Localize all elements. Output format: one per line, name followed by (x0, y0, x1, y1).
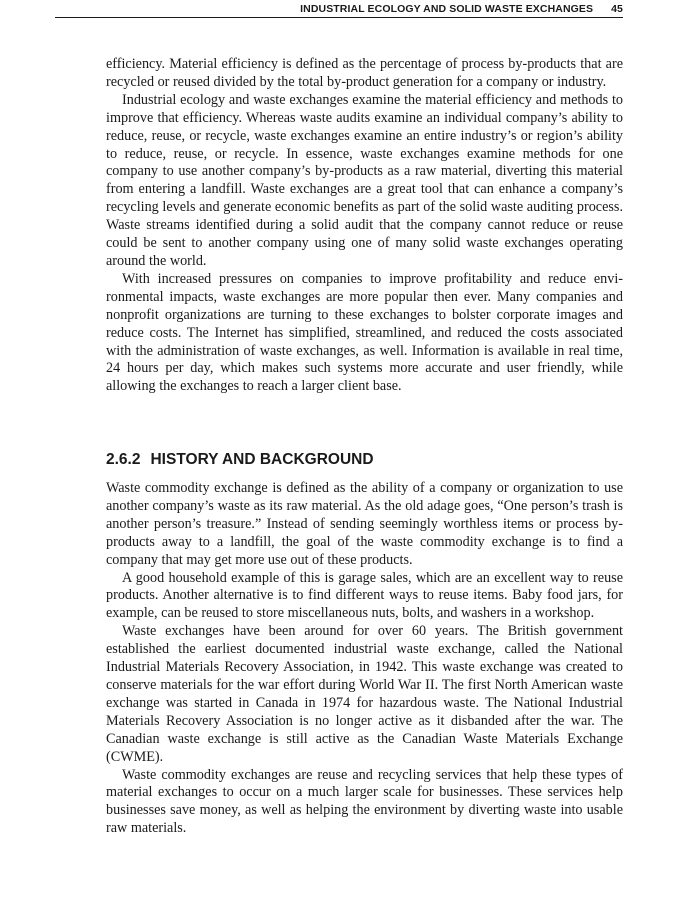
paragraph: Waste commodity exchange is defined as the ability of a company or organization to use another company’s waste as its raw material. As the old adage goes, “One person’s trash is another person’s treasure.” Instead of sending seemingly worthless items or process by-products away to a landfill, the goal of the waste commodity exchange is to find a company that may get more use out of these products. (106, 480, 623, 568)
section-heading (106, 450, 623, 470)
section-title: HISTORY AND BACKGROUND (150, 451, 374, 468)
section-number: 2.6.2 (106, 451, 141, 468)
paragraph: Waste commodity exchanges are reuse and recycling services that help these types of material exchanges to occur on a much larger scale for businesses. These services help businesses save money, as well as helping the environment by diverting waste into usable raw materials. (106, 766, 623, 837)
paragraph: efficiency. Material efficiency is defined as the percentage of process by-products that are recycled or reused divided by the total by-product generation for a company or industry. (106, 56, 623, 90)
paragraph: Industrial ecology and waste exchanges examine the material efficiency and methods to improve that efficiency. Whereas waste audits examine an individual company’s ability to reduce, reuse, or recycle, waste exchanges examine an entire industry’s or region’s ability to reduce, reuse, or recycle. In essence, waste exchanges examine methods for one company to use another company’s by-products as a raw material, diverting this material from entering a landfill. Waste exchanges are a great tool that can enhance a company’s recycling levels and generate economic benefits as part of the solid waste auditing process. Waste streams identified during a solid audit that the company cannot reduce or reuse could be sent to another company using one of many solid waste exchanges operating around the world. (106, 91, 623, 269)
paragraph: With increased pressures on companies to improve profitability and reduce environmental impacts, waste exchanges are more popular then ever. Many companies and nonprofit organizations are turning to these exchanges to bolster corporate images and reduce costs. The Internet has simplified, streamlined, and reduced the costs associated with the administration of waste exchanges, as well. Information is available in real time, 24 hours per day, which makes such systems more accurate and user friendly, while allowing the exchanges to reach a larger client base. (106, 270, 623, 395)
page-number: 45 (611, 3, 623, 15)
section-text-block (106, 480, 623, 838)
running-head-title: INDUSTRIAL ECOLOGY AND SOLID WASTE EXCHANGES (300, 3, 594, 15)
running-head (55, 2, 623, 18)
intro-text-block (106, 56, 623, 396)
paragraph: A good household example of this is garage sales, which are an excellent way to reuse products. Another alternative is to find different ways to reuse items. Baby food jars, for example, can be reused to store miscellaneous nuts, bolts, and washers in a workshop. (106, 569, 623, 622)
paragraph: Waste exchanges have been around for over 60 years. The British government established the earliest documented industrial waste exchange, called the National Industrial Materials Recovery Association, in 1942. This waste exchange was created to conserve materials for the war effort during World War II. The first North American waste exchange was started in Canada in 1974 for hazardous waste. The National Industrial Materials Recovery Association is no longer active as it disbanded after the war. The Canadian waste exchange is still active as the Canadian Waste Materials Exchange (CWME). (106, 623, 623, 765)
